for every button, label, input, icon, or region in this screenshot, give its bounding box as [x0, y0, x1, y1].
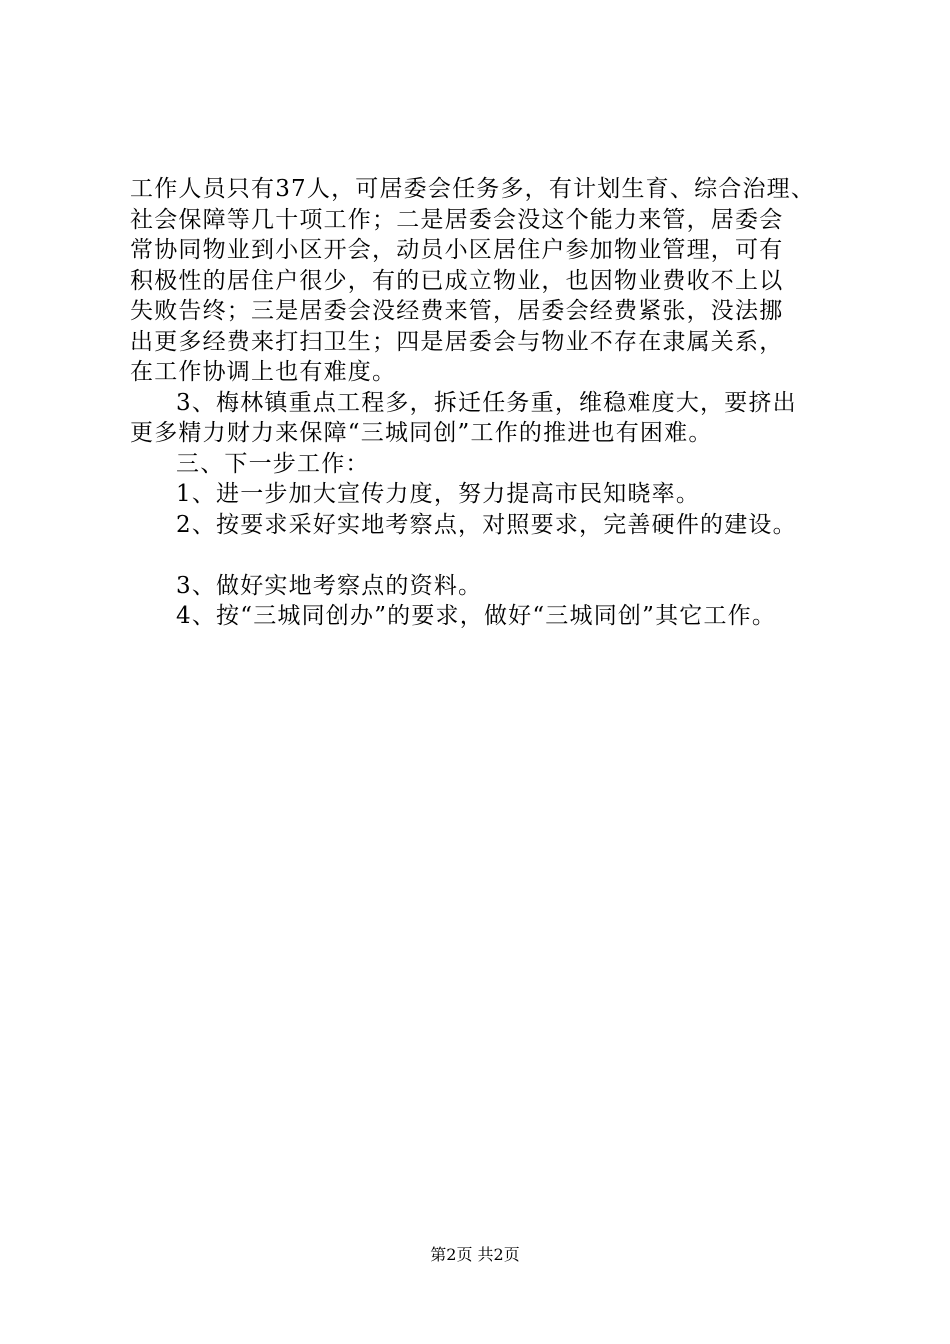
- paragraph-line: 工作人员只有37人，可居委会任务多，有计划生育、综合治理、: [130, 176, 816, 202]
- list-item: 2、按要求采好实地考察点，对照要求，完善硬件的建设。: [176, 511, 797, 538]
- paragraph-line: 失败告终；三是居委会没经费来管，居委会经费紧张，没法挪: [130, 298, 784, 324]
- page-footer: 第2页 共2页: [430, 1245, 520, 1264]
- paragraph-line: 出更多经费来打扫卫生；四是居委会与物业不存在隶属关系，: [130, 328, 784, 355]
- list-item: 3、做好实地考察点的资料。: [176, 572, 483, 599]
- paragraph-line: 积极性的居住户很少，有的已成立物业，也因物业费收不上以: [130, 267, 784, 294]
- blank-line: [130, 540, 830, 571]
- list-item: 4、按“三城同创办”的要求，做好“三城同创”其它工作。: [176, 603, 777, 629]
- paragraph-line: 常协同物业到小区开会，动员小区居住户参加物业管理，可有: [130, 237, 784, 263]
- paragraph-line: 在工作协调上也有难度。: [130, 359, 397, 385]
- paragraph-line: 社会保障等几十项工作；二是居委会没这个能力来管，居委会: [130, 206, 784, 233]
- numbered-item-3-line: 3、梅林镇重点工程多，拆迁任务重，维稳难度大，要挤出: [176, 389, 797, 416]
- numbered-item-3-continuation: 更多精力财力来保障“三城同创”工作的推进也有困难。: [130, 420, 713, 446]
- section-heading: 三、下一步工作：: [176, 450, 370, 477]
- list-item: 1、进一步加大宣传力度，努力提高市民知晓率。: [176, 481, 701, 507]
- document-body: [130, 174, 830, 632]
